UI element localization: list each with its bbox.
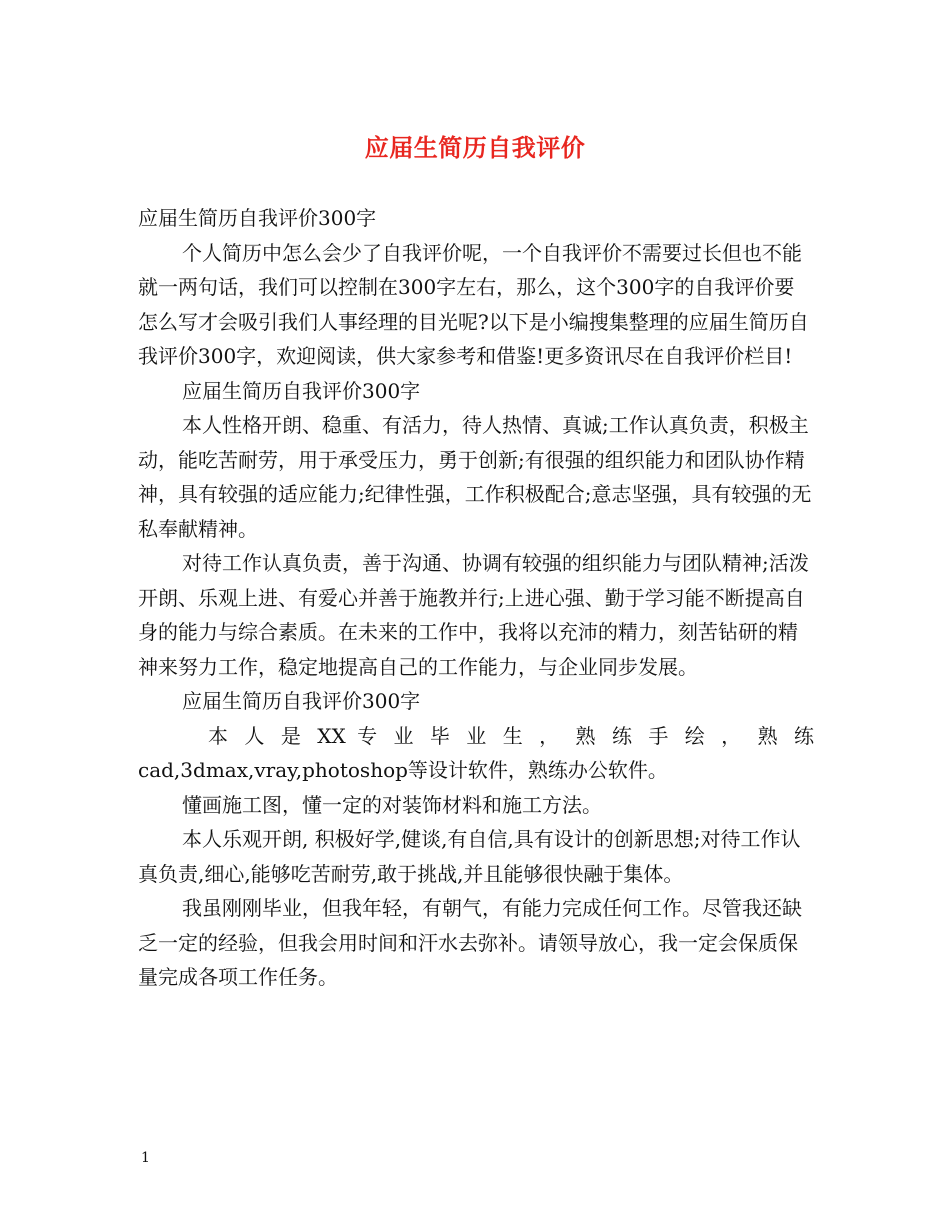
section-heading-second: 应届生简历自我评价300字 <box>182 689 421 713</box>
section-heading-intro: 应届生简历自我评价300字 <box>138 206 377 230</box>
paragraph-closing: 我虽刚刚毕业，但我年轻，有朝气，有能力完成任何工作。尽管我还缺乏一定的经验，但我会用时间和汗水去弥补。请领导放心，我一定会保质保量完成各项工作任务。 <box>138 896 802 989</box>
page-number: 1 <box>141 1150 150 1166</box>
paragraph-work-attitude: 对待工作认真负责，善于沟通、协调有较强的组织能力与团队精神;活泼开朗、乐观上进、有爱心并善于施教并行;上进心强、勤于学习能不断提高自身的能力与综合素质。在未来的工作中，我将以充沛的精力，刻苦钻研的精神来努力工作，稳定地提高自己的工作能力，与企业同步发展。 <box>138 551 809 679</box>
intro-paragraph: 个人简历中怎么会少了自我评价呢，一个自我评价不需要过长但也不能就一两句话，我们可以控制在300字左右，那么，这个300字的自我评价要怎么写才会吸引我们人事经理的目光呢?以下是小编搜集整理的应届生简历自我评价300字，欢迎阅读，供大家参考和借鉴!更多资讯尽在自我评价栏目! <box>138 240 809 368</box>
document-title: 应届生简历自我评价 <box>364 133 586 162</box>
document-body <box>138 201 814 995</box>
section-heading-first: 应届生简历自我评价300字 <box>182 378 421 403</box>
paragraph-software-skills: cad,3dmax,vray,photoshop等设计软件，熟练办公软件。 <box>138 758 668 782</box>
paragraph-construction-drawings: 懂画施工图，懂一定的对装饰材料和施工方法。 <box>182 792 602 817</box>
paragraph-graduate-line: 本 人 是 XX 专 业 毕 业 生 ， 熟 练 手 绘 ， 熟 练 <box>208 723 814 748</box>
paragraph-personality: 本人性格开朗、稳重、有活力，待人热情、真诚;工作认真负责，积极主动，能吃苦耐劳，用于承受压力，勇于创新;有很强的组织能力和团队协作精神，具有较强的适应能力;纪律性强，工作积极配合;意志坚强，具有较强的无私奉献精神。 <box>138 413 812 541</box>
paragraph-optimistic: 本人乐观开朗, 积极好学,健谈,有自信,具有设计的创新思想;对待工作认真负责,细心,能够吃苦耐劳,敢于挑战,并且能够很快融于集体。 <box>138 827 801 886</box>
